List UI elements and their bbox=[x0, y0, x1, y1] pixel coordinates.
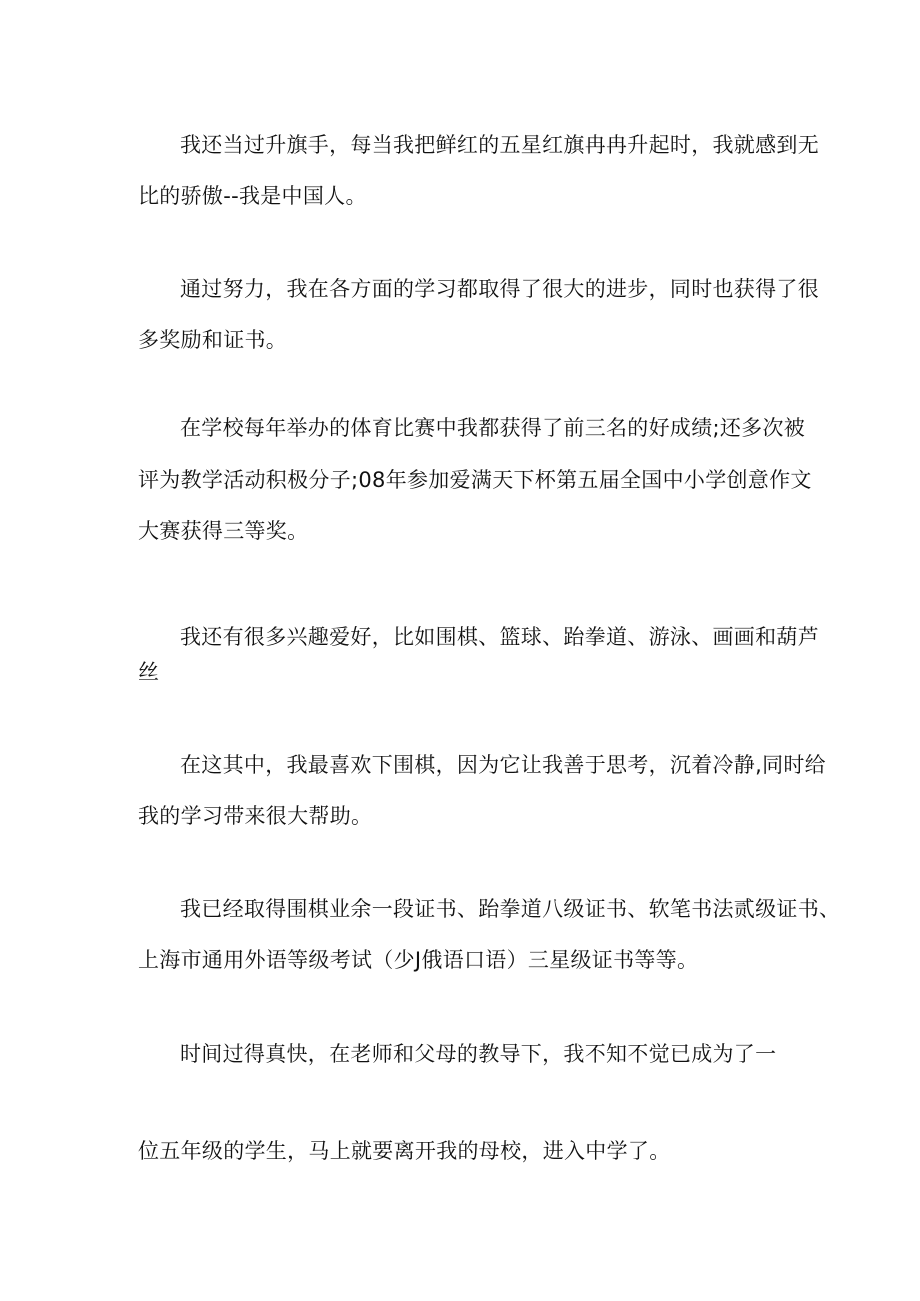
paragraph-3-line-1: 在学校每年举办的体育比赛中我都获得了前三名的好成绩;还多次被 bbox=[180, 416, 806, 440]
paragraph-6-line-1: 我已经取得围棋业余一段证书、跆拳道八级证书、软笔书法贰级证书、 bbox=[180, 897, 841, 921]
paragraph-4-line-1: 我还有很多兴趣爱好，比如围棋、篮球、跆拳道、游泳、画画和葫芦 bbox=[180, 625, 819, 649]
paragraph-1-line-1: 我还当过升旗手，每当我把鲜红的五星红旗冉冉升起时，我就感到无 bbox=[180, 133, 819, 157]
paragraph-4-line-2: 丝 bbox=[138, 660, 160, 684]
paragraph-3-line-2: 评为教学活动积极分子;08年参加爱满天下杯第五届全国中小学创意作文 bbox=[138, 468, 812, 492]
paragraph-3-line-3: 大赛获得三等奖。 bbox=[138, 519, 309, 543]
paragraph-8-line-1: 位五年级的学生，马上就要离开我的母校，进入中学了。 bbox=[138, 1139, 671, 1163]
paragraph-6-line-2: 上海市通用外语等级考试（少J俄语口语）三星级证书等等。 bbox=[138, 948, 699, 972]
paragraph-5-line-1: 在这其中，我最喜欢下围棋，因为它让我善于思考，沉着冷静,同时给 bbox=[180, 753, 826, 777]
paragraph-7-line-1: 时间过得真快，在老师和父母的教导下，我不知不觉已成为了一 bbox=[180, 1042, 777, 1066]
paragraph-2-line-1: 通过努力，我在各方面的学习都取得了很大的进步，同时也获得了很 bbox=[180, 277, 819, 301]
paragraph-5-line-2: 我的学习带来很大帮助。 bbox=[138, 804, 373, 828]
paragraph-1-line-2: 比的骄傲--我是中国人。 bbox=[138, 184, 367, 208]
paragraph-2-line-2: 多奖励和证书。 bbox=[138, 328, 288, 352]
